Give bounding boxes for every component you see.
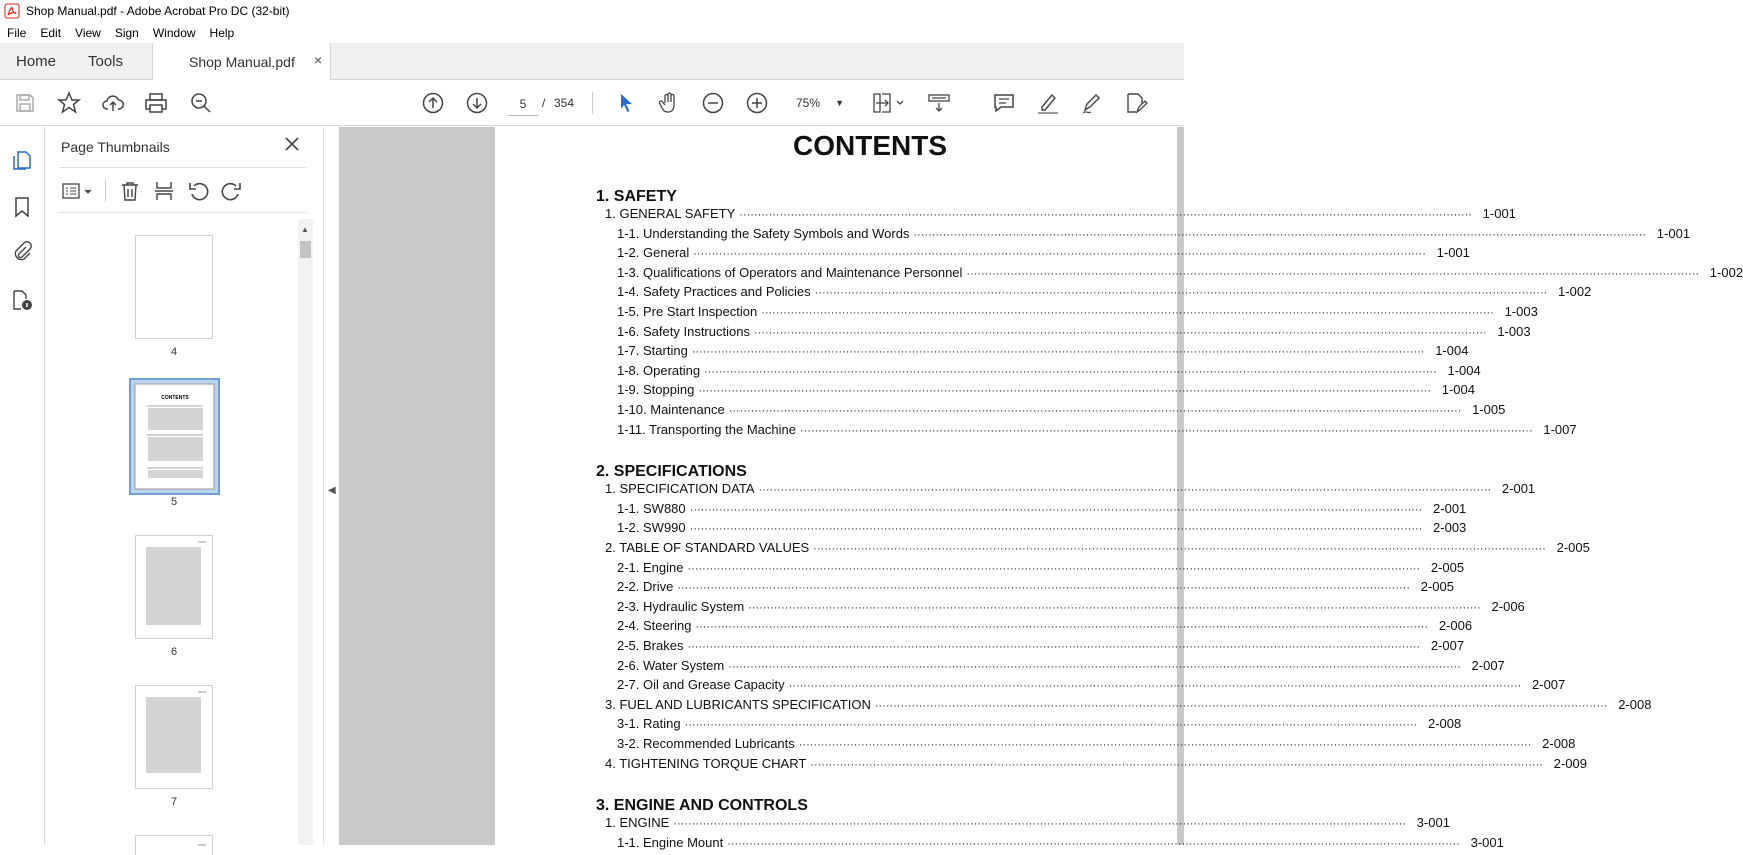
toc-entry-label: 2-5. Brakes — [617, 638, 684, 653]
toc-entry-label: 2-6. Water System — [617, 657, 725, 673]
toc-entry-page: 1-002 — [1709, 264, 1743, 280]
toc-entry-label: 1. ENGINE — [605, 815, 670, 831]
toc-leader-dots: ········································································································································································································ — [966, 267, 1700, 280]
toc-entry[interactable] — [617, 500, 1467, 516]
page-thumbnails-panel — [45, 127, 323, 845]
toc-entry-page: 3-001 — [1416, 815, 1450, 831]
toc-entry-page: 2-001 — [1501, 481, 1536, 497]
toc-entry[interactable] — [617, 343, 1469, 359]
toc-leader-dots: ········································································································································································································ — [728, 660, 1461, 673]
toc-leader-dots: ········································································································································································································ — [687, 641, 1421, 653]
toc-entry[interactable] — [617, 421, 1577, 437]
window-title: Shop Manual.pdf - Adobe Acrobat Pro DC (32-bit) — [26, 4, 290, 18]
toc-entry-page: 2-007 — [1471, 657, 1505, 673]
toc-entry-label: 1-1. SW880 — [617, 500, 686, 516]
zoom-value: 75% — [796, 96, 821, 110]
toc-entry[interactable] — [605, 540, 1590, 555]
toc-entry-page: 2-008 — [1542, 736, 1576, 751]
thumbnail-page-5-selected[interactable] — [129, 378, 220, 495]
toc-leader-dots: ········································································································································································································ — [689, 503, 1423, 516]
toc-leader-dots: ········································································································································································································ — [689, 523, 1423, 536]
toc-entry[interactable] — [617, 598, 1525, 614]
toc-entry-label: 3. FUEL AND LUBRICANTS SPECIFICATION — [605, 696, 871, 712]
thumbnail-page-5-preview — [131, 380, 218, 493]
toc-section-title[interactable]: 2. SPECIFICATIONS — [596, 463, 747, 481]
page-number-input[interactable]: 5 — [508, 92, 538, 116]
thumbnail-toolbar — [59, 167, 307, 213]
bookmark-star-icon[interactable] — [57, 91, 81, 115]
toc-entry[interactable] — [617, 716, 1462, 732]
toc-leader-dots: ········································································································································································································ — [673, 818, 1406, 831]
thumbnail-page-4[interactable] — [135, 235, 213, 339]
page-separator: / — [542, 96, 546, 110]
toc-entry-label: 1-9. Stopping — [617, 382, 695, 398]
toc-leader-dots: ········································································································································································································ — [728, 405, 1462, 417]
toc-entry-page: 2-006 — [1491, 598, 1525, 614]
page-thumbnails-icon[interactable] — [11, 149, 33, 171]
toc-leader-dots: ········································································································································································································ — [748, 601, 1481, 614]
toc-leader-dots: ········································································································································································································ — [913, 228, 1647, 241]
chevron-down-icon: ▼ — [835, 98, 844, 108]
tab-bar — [0, 43, 1184, 80]
toc-entry[interactable] — [617, 520, 1467, 536]
toc-entry[interactable] — [605, 206, 1516, 221]
toc-leader-dots: ········································································································································································································ — [691, 346, 1425, 359]
toc-entry-label: 2-4. Steering — [617, 618, 692, 634]
document-viewer[interactable] — [339, 127, 1743, 850]
attachments-icon[interactable] — [11, 241, 33, 263]
toc-entry-label: 1-11. Transporting the Machine — [617, 421, 796, 437]
toc-entry[interactable] — [617, 579, 1454, 595]
toc-leader-dots: ········································································································································································································ — [788, 680, 1522, 693]
toc-entry-label: 3-1. Rating — [617, 716, 681, 732]
toc-entry-label: 1. SPECIFICATION DATA — [605, 481, 755, 497]
toc-leader-dots: ········································································································································································································ — [758, 484, 1492, 497]
toc-entry[interactable] — [617, 402, 1506, 417]
panel-collapse-handle[interactable] — [323, 127, 339, 845]
toc-entry-page: 1-003 — [1497, 323, 1531, 339]
toc-entry-label: 1-7. Starting — [617, 343, 688, 359]
zoom-select[interactable] — [788, 91, 850, 115]
search-zoom-icon[interactable] — [189, 91, 213, 115]
toc-leader-dots: ········································································································································································································ — [704, 365, 1437, 378]
menu-file[interactable]: File — [7, 25, 27, 40]
hand-tool-icon[interactable] — [657, 91, 681, 115]
tab-document-label: Shop Manual.pdf — [189, 54, 295, 70]
menu-window[interactable]: Window — [152, 25, 196, 40]
toc-leader-dots: ········································································································································································································ — [727, 837, 1460, 850]
toc-entry-page: 2-003 — [1433, 520, 1467, 536]
toc-entry-page: 1-001 — [1436, 245, 1470, 261]
delete-page-icon[interactable] — [119, 180, 141, 202]
toc-entry-label: 1-2. SW990 — [617, 520, 686, 536]
toc-entry-page: 2-007 — [1430, 638, 1465, 653]
toc-entry-page: 2-009 — [1553, 755, 1587, 771]
toc-entry-label: 1-10. Maintenance — [617, 402, 725, 417]
toc-entry-page: 2-008 — [1618, 696, 1652, 712]
toc-leader-dots: ········································································································································································································ — [695, 621, 1429, 634]
left-rail — [0, 127, 45, 845]
page-fit-icon[interactable] — [872, 91, 906, 115]
toc-section-title[interactable]: 3. ENGINE AND CONTROLS — [596, 797, 808, 815]
comment-icon[interactable] — [992, 91, 1016, 115]
thumbnail-page-6[interactable] — [135, 535, 213, 639]
panel-title: Page Thumbnails — [61, 139, 170, 155]
previous-page-icon[interactable] — [421, 91, 445, 115]
close-panel-icon[interactable] — [283, 135, 301, 153]
tab-home[interactable]: Home — [16, 53, 57, 70]
toc-leader-dots: ········································································································································································································ — [698, 385, 1431, 398]
toc-entry-page: 2-005 — [1556, 540, 1590, 555]
rotate-counterclockwise-icon[interactable] — [187, 180, 209, 202]
upload-cloud-icon[interactable] — [101, 91, 125, 115]
menu-sign[interactable]: Sign — [114, 25, 139, 40]
toc-entry-label: 1-3. Qualifications of Operators and Maintenance Personnel — [617, 264, 963, 280]
thumbnail-toolbar-divider — [105, 180, 106, 202]
toc-section-title[interactable]: 1. SAFETY — [596, 188, 677, 205]
toc-entry[interactable] — [617, 736, 1576, 751]
toc-leader-dots: ········································································································································································································ — [684, 719, 1418, 732]
toc-entry-label: 1-2. General — [617, 245, 690, 261]
toc-entry-page: 1-004 — [1441, 382, 1475, 398]
print-icon[interactable] — [144, 91, 168, 115]
draw-sign-icon[interactable] — [1080, 91, 1104, 115]
document-security-icon[interactable] — [11, 289, 33, 311]
fill-sign-icon[interactable] — [1124, 91, 1148, 115]
toc-leader-dots: ········································································································································································································ — [693, 248, 1426, 261]
toc-leader-dots: ········································································································································································································ — [814, 287, 1548, 300]
toc-entry-label: 1. GENERAL SAFETY — [605, 206, 736, 221]
toc-entry[interactable] — [617, 638, 1465, 653]
total-pages: 354 — [554, 96, 575, 110]
main-toolbar — [0, 80, 1184, 126]
toc-leader-dots: ········································································································································································································ — [799, 424, 1533, 437]
toc-entry-label: 1-1. Understanding the Safety Symbols and Words — [617, 225, 910, 241]
extract-pages-icon[interactable] — [153, 180, 175, 202]
title-bar — [0, 0, 1184, 22]
toc-entry-page: 1-002 — [1558, 284, 1592, 300]
toc-entry[interactable] — [617, 225, 1691, 241]
document-title: CONTENTS — [793, 130, 947, 161]
toc-entry-label: 1-6. Safety Instructions — [617, 323, 750, 339]
menu-bar — [0, 22, 1184, 43]
toc-entry[interactable] — [617, 559, 1465, 575]
thumbnail-page-7[interactable] — [135, 685, 213, 789]
toc-entry-label: 1-5. Pre Start Inspection — [617, 304, 758, 319]
svg-text:CONTENTS: CONTENTS — [161, 395, 189, 401]
thumbnail-label: 7 — [170, 796, 178, 808]
toc-leader-dots: ········································································································································································································ — [798, 739, 1532, 751]
zoom-in-icon[interactable] — [745, 91, 769, 115]
toc-entry-page: 1-001 — [1656, 225, 1691, 241]
toc-entry-page: 1-001 — [1482, 206, 1516, 221]
toc-entry-page: 2-006 — [1438, 618, 1473, 634]
scrollbar-thumb[interactable] — [300, 241, 311, 258]
toc-entry-page: 1-003 — [1504, 304, 1538, 319]
toc-entry[interactable] — [617, 304, 1538, 319]
toc-leader-dots: ········································································································································································································ — [810, 758, 1543, 771]
tab-document[interactable] — [152, 43, 331, 80]
thumbnail-page-6-preview — [136, 536, 212, 638]
toc-entry-page: 2-005 — [1430, 559, 1465, 575]
toc-entry-label: 2-3. Hydraulic System — [617, 598, 745, 614]
toc-entry[interactable] — [617, 245, 1470, 261]
toc-leader-dots: ········································································································································································································ — [813, 543, 1546, 555]
toc-leader-dots: ········································································································································································································ — [687, 562, 1421, 575]
toc-entry-page: 3-001 — [1470, 834, 1504, 850]
select-pointer-icon[interactable] — [614, 91, 638, 115]
toc-entry[interactable] — [617, 834, 1504, 850]
toc-entry[interactable] — [617, 284, 1592, 300]
toc-entry-label: 1-4. Safety Practices and Policies — [617, 284, 811, 300]
toc-entry-page: 1-004 — [1435, 343, 1469, 359]
toc-entry[interactable] — [617, 677, 1566, 693]
toc-entry-page: 2-005 — [1420, 579, 1454, 595]
toc-leader-dots: ········································································································································································································ — [739, 209, 1472, 221]
collapse-arrow-icon: ◀ — [328, 485, 336, 496]
toc-entry-label: 2-2. Drive — [617, 579, 674, 595]
thumbnail-scrollbar[interactable] — [298, 219, 313, 845]
toc-entry-label: 1-1. Engine Mount — [617, 834, 724, 850]
toc-entry[interactable] — [617, 264, 1743, 280]
toc-leader-dots: ········································································································································································································ — [761, 307, 1494, 319]
thumbnail-page-8[interactable] — [135, 835, 213, 855]
thumbnail-label: 6 — [170, 646, 178, 658]
bookmarks-icon[interactable] — [11, 196, 33, 218]
thumbnail-label: 5 — [170, 496, 178, 508]
toc-leader-dots: ········································································································································································································ — [874, 699, 1608, 712]
thumbnail-page-8-preview — [136, 839, 212, 849]
toc-entry[interactable] — [605, 696, 1652, 712]
thumbnail-page-7-preview — [136, 686, 212, 788]
rotate-clockwise-icon[interactable] — [221, 180, 243, 202]
toc-entry-label: 4. TIGHTENING TORQUE CHART — [605, 755, 807, 771]
toc-entry[interactable] — [605, 815, 1450, 831]
toc-entry-page: 2-008 — [1427, 716, 1462, 732]
toc-entry-label: 2-1. Engine — [617, 559, 684, 575]
next-page-icon[interactable] — [465, 91, 489, 115]
toc-entry-label: 2-7. Oil and Grease Capacity — [617, 677, 785, 693]
save-icon[interactable] — [13, 91, 37, 115]
toc-leader-dots: ········································································································································································································ — [753, 326, 1487, 339]
toc-entry-label: 1-8. Operating — [617, 362, 701, 378]
highlight-pen-icon[interactable] — [1036, 91, 1060, 115]
toolbar-divider — [592, 92, 593, 114]
close-tab-icon[interactable]: × — [314, 52, 323, 68]
toc-entry[interactable] — [617, 618, 1473, 634]
thumbnail-label: 4 — [170, 346, 178, 358]
toc-entry-label: 2. TABLE OF STANDARD VALUES — [605, 540, 810, 555]
toc-entry-label: 3-2. Recommended Lubricants — [617, 736, 795, 751]
toc-entry-page: 1-007 — [1543, 421, 1577, 437]
menu-edit[interactable]: Edit — [40, 25, 62, 40]
toc-entry-page: 1-004 — [1447, 362, 1481, 378]
scroll-up-icon[interactable]: ▲ — [301, 225, 309, 234]
toc-entry[interactable] — [617, 382, 1475, 398]
toc-entry[interactable] — [605, 755, 1587, 771]
toc-entry[interactable] — [617, 362, 1481, 378]
toc-entry-page: 2-001 — [1433, 500, 1467, 516]
menu-help[interactable]: Help — [209, 25, 235, 40]
toc-leader-dots: ········································································································································································································ — [677, 582, 1410, 595]
document-page — [495, 127, 1743, 850]
zoom-out-icon[interactable] — [701, 91, 725, 115]
toc-entry[interactable] — [617, 323, 1531, 339]
acrobat-logo-icon — [4, 3, 20, 19]
tab-tools[interactable]: Tools — [88, 53, 124, 70]
thumbnail-options-icon[interactable] — [61, 180, 95, 202]
menu-view[interactable]: View — [75, 25, 101, 40]
toc-entry-page: 1-005 — [1472, 402, 1506, 417]
toc-entry[interactable] — [617, 657, 1505, 673]
toc-entry[interactable] — [605, 481, 1536, 497]
toc-entry-page: 2-007 — [1532, 677, 1566, 693]
scroll-mode-icon[interactable] — [927, 91, 951, 115]
